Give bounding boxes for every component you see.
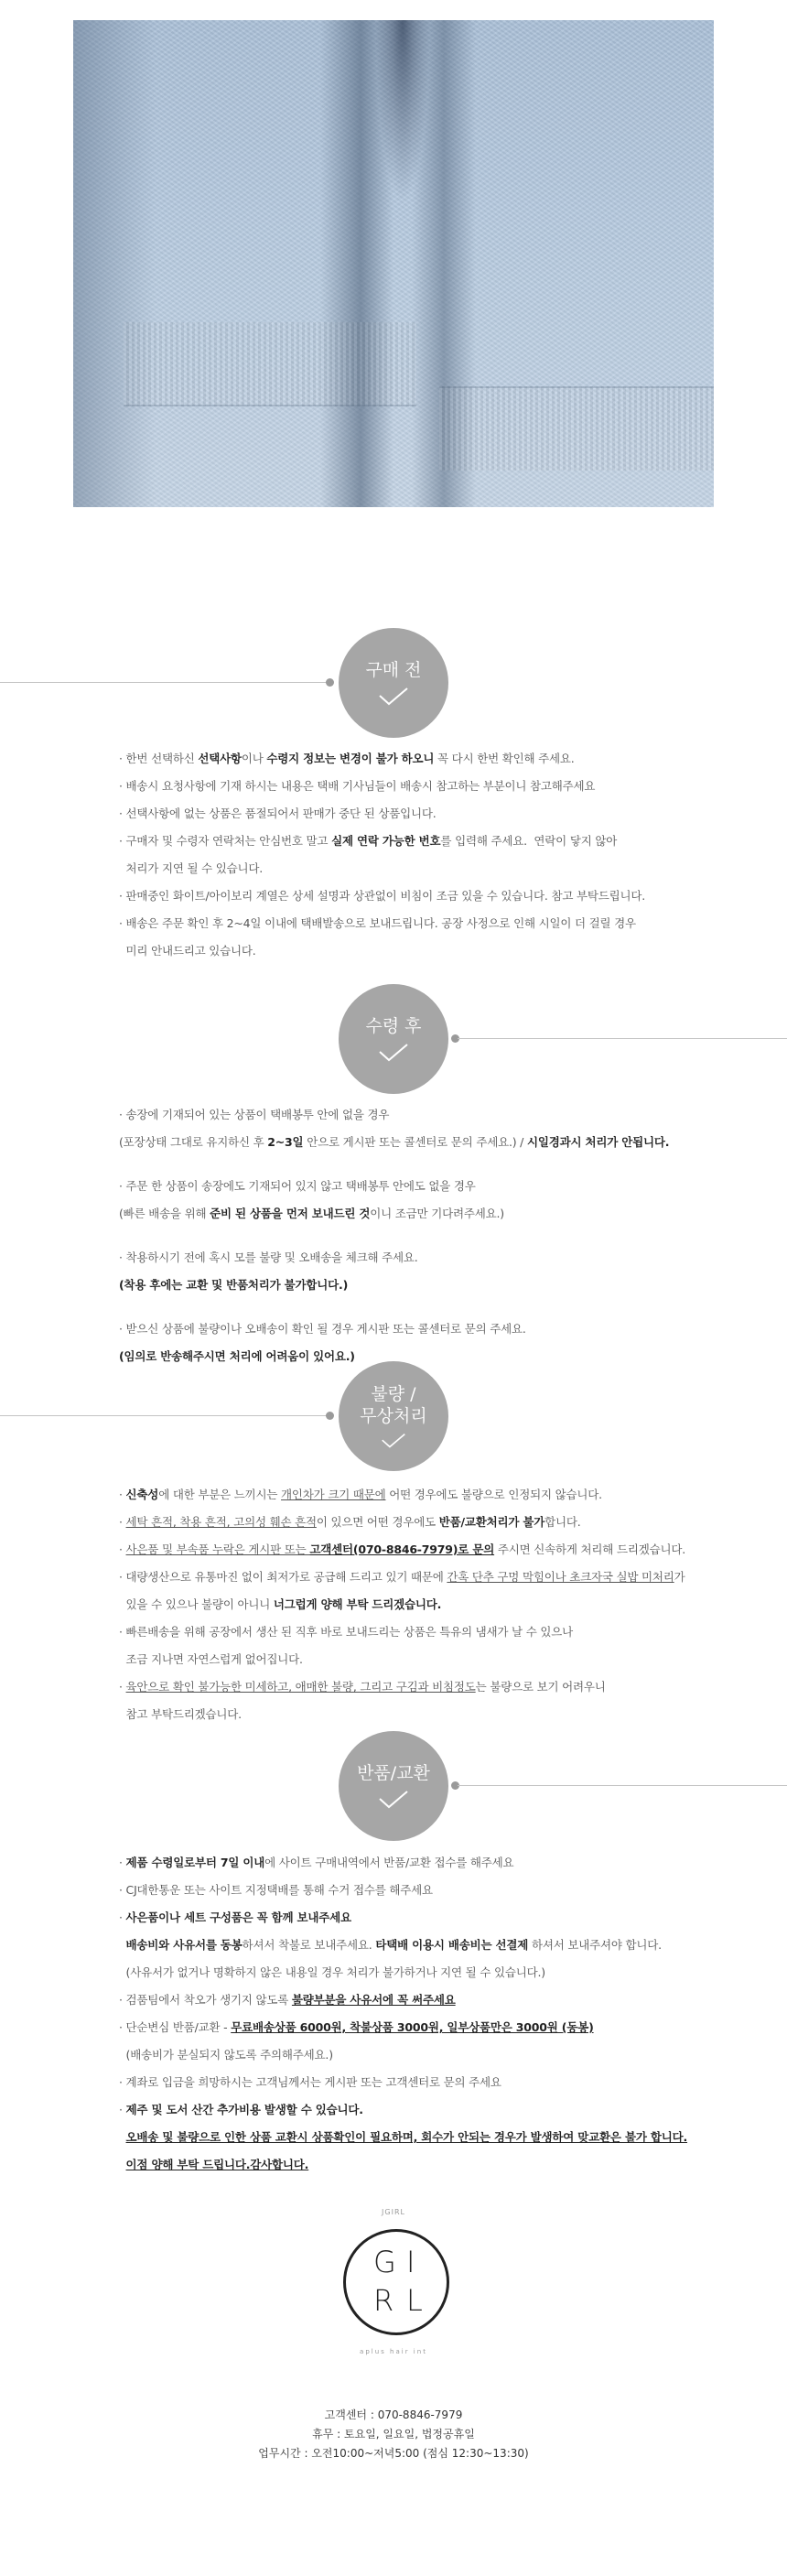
notice-text: · 선택사항에 없는 상품은 품절되어서 판매가 중단 된 상품입니다. <box>119 806 437 820</box>
photo-shadow <box>73 20 156 507</box>
section-header-return-exchange <box>0 1731 787 1841</box>
notice-line <box>119 1932 723 1959</box>
notice-text: · <box>119 2103 126 2116</box>
notice-line <box>119 1646 723 1673</box>
contact-hours: 업무시간 : 오전10:00~저녁5:00 (점심 12:30~13:30) <box>258 2447 529 2460</box>
section-body-return-exchange <box>119 1849 723 2179</box>
logo-caption: JGIRL <box>382 2208 405 2216</box>
notice-text: 미리 안내드리고 있습니다. <box>119 944 256 958</box>
section-badge <box>339 628 448 738</box>
divider-line <box>458 1785 787 1786</box>
notice-line <box>119 1959 723 1986</box>
notice-text: · 단순변심 반품/교환 - <box>119 2020 232 2034</box>
notice-text: · 계좌로 입금을 희망하시는 고객님께서는 게시판 또는 고객센터로 문의 주세요 <box>119 2075 501 2089</box>
notice-text: · 대량생산으로 유통마진 없이 최저가로 공급해 드리고 있기 때문에 <box>119 1570 447 1584</box>
notice-text: 2~3일 <box>267 1135 304 1149</box>
section-header-before-purchase <box>0 628 787 738</box>
notice-line <box>119 1509 723 1536</box>
notice-line <box>119 937 723 965</box>
notice-text: 개인차가 크기 때문에 <box>281 1488 386 1501</box>
notice-line <box>119 1986 723 2014</box>
notice-text: 처리가 지연 될 수 있습니다. <box>119 861 264 875</box>
notice-text: 하셔서 보내주셔야 합니다. <box>528 1938 662 1952</box>
notice-text: 타택배 이용시 배송비는 선결제 <box>375 1938 529 1952</box>
divider-line <box>0 682 329 683</box>
section-badge <box>339 1361 448 1471</box>
notice-text: 제주 및 도서 산간 추가비용 발생할 수 있습니다. <box>125 2103 363 2116</box>
notice-text: · 빠른배송을 위해 공장에서 생산 된 직후 바로 보내드리는 상품은 특유의 냄새가 날 수 있으나 <box>119 1625 573 1639</box>
notice-text: 선택사항 <box>198 752 242 765</box>
notice-text: 꼭 다시 한번 확인해 주세요. <box>434 752 575 765</box>
notice-line <box>119 1244 723 1272</box>
notice-text <box>119 2158 126 2171</box>
notice-text: 신축성 <box>125 1488 159 1501</box>
notice-text: (착용 후에는 교환 및 반품처리가 불가합니다.) <box>119 1278 349 1292</box>
notice-line <box>119 2014 723 2041</box>
notice-text: 에 대한 부분은 느끼시는 <box>158 1488 282 1501</box>
section-title: 수령 후 <box>365 1016 422 1036</box>
notice-text <box>119 2130 126 2144</box>
notice-text: 안으로 게시판 또는 콜센터로 문의 주세요.) / <box>303 1135 527 1149</box>
notice-text <box>119 1938 126 1952</box>
logo-letter: R <box>373 2283 394 2318</box>
notice-line <box>119 2096 723 2124</box>
logo-tagline: aplus hair int <box>360 2348 427 2355</box>
notice-text: 시일경과시 처리가 안됩니다. <box>526 1135 670 1149</box>
notice-line <box>119 1849 723 1877</box>
section-badge <box>339 1731 448 1841</box>
notice-text: 오배송 및 불량으로 인한 상품 교환시 상품확인이 필요하며, 회수가 안되는 경우가 발생하여 맞교환은 불가 합니다. <box>125 2130 688 2144</box>
notice-text: 고객센터(070-8846-7979)로 문의 <box>309 1542 495 1556</box>
logo-letter: I <box>406 2245 415 2279</box>
divider-line <box>0 1415 329 1416</box>
contact-phone: 고객센터 : 070-8846-7979 <box>324 2408 463 2421</box>
divider-line <box>458 1038 787 1039</box>
check-icon <box>378 1043 409 1063</box>
notice-text: 있을 수 있으나 불량이 아니니 <box>119 1597 274 1611</box>
notice-text: · 착용하시기 전에 혹시 모를 불량 및 오배송을 체크해 주세요. <box>119 1250 418 1264</box>
section-title: 구매 전 <box>365 660 422 680</box>
section-header-after-receipt <box>0 984 787 1094</box>
notice-text: · 받으신 상품에 불량이나 오배송이 확인 될 경우 게시판 또는 콜센터로 문의 주세요. <box>119 1322 526 1336</box>
contact-holiday: 휴무 : 토요일, 일요일, 법정공휴일 <box>312 2428 475 2441</box>
notice-text: · <box>119 1910 126 1924</box>
notice-text: · 송장에 기재되어 있는 상품이 택배봉투 안에 없을 경우 <box>119 1108 390 1121</box>
check-icon <box>380 1433 407 1449</box>
notice-text: (사유서가 없거나 명확하지 않은 내용일 경우 처리가 불가하거나 지연 될 수 있습니다.) <box>119 1965 545 1979</box>
notice-line <box>119 2124 723 2151</box>
notice-text: 이 있으면 어떤 경우에도 <box>316 1515 439 1529</box>
section-body-defect <box>119 1481 723 1728</box>
notice-line <box>119 800 723 828</box>
logo-letter: G <box>373 2245 396 2279</box>
notice-line <box>119 1173 723 1200</box>
notice-line <box>119 910 723 937</box>
notice-text: 무료배송상품 6000원, 착불상품 3000원, 일부상품만은 3000원 (동봉) <box>231 2020 594 2034</box>
notice-line <box>119 855 723 882</box>
notice-text: 제품 수령일로부터 7일 이내 <box>125 1856 265 1869</box>
notice-text: 참고 부탁드리겠습니다. <box>119 1707 242 1721</box>
divider-dot <box>326 1412 334 1420</box>
section-title: 불량 / 무상처리 <box>360 1384 427 1426</box>
notice-text: · <box>119 1515 126 1529</box>
photo-cuff <box>124 322 416 406</box>
notice-text: · 주문 한 상품이 송장에도 기재되어 있지 않고 택배봉투 안에도 없을 경우 <box>119 1179 476 1193</box>
notice-line <box>119 1481 723 1509</box>
notice-line <box>119 1315 723 1343</box>
notice-line <box>119 882 723 910</box>
notice-line <box>119 1618 723 1646</box>
notice-text: · <box>119 1542 126 1556</box>
contact-info <box>0 2406 787 2463</box>
notice-text: 준비 된 상품을 먼저 보내드린 것 <box>210 1207 371 1220</box>
notice-text: 간혹 단추 구멍 막힘이나 초크자국 실밥 미처리 <box>447 1570 674 1584</box>
notice-text: 조금 지나면 자연스럽게 없어집니다. <box>119 1652 303 1666</box>
notice-text: (배송비가 분실되지 않도록 주의해주세요.) <box>119 2048 333 2062</box>
check-icon <box>378 687 409 707</box>
notice-line <box>119 1272 723 1299</box>
notice-text: 사은품이나 세트 구성품은 꼭 함께 보내주세요 <box>125 1910 351 1924</box>
notice-text: (포장상태 그대로 유지하신 후 <box>119 1135 268 1149</box>
notice-text: 배송비와 사유서를 동봉 <box>125 1938 243 1952</box>
notice-text: 가 <box>674 1570 685 1584</box>
notice-text: · 배송시 요청사항에 기재 하시는 내용은 택배 기사님들이 배송시 참고하는 부분이니 참고해주세요 <box>119 779 596 793</box>
notice-line <box>119 1904 723 1932</box>
notice-text: · 한번 선택하신 <box>119 752 199 765</box>
notice-text: 는 불량으로 보기 어려우니 <box>475 1680 606 1694</box>
notice-text: · 구매자 및 수령자 연락처는 안심번호 말고 <box>119 834 332 848</box>
notice-text: 하셔서 착불로 보내주세요. <box>242 1938 376 1952</box>
photo-cuff <box>439 386 714 471</box>
notice-line <box>119 1877 723 1904</box>
notice-text: 사은품 및 부속품 누락은 게시판 또는 <box>125 1542 310 1556</box>
section-header-defect <box>0 1361 787 1471</box>
notice-text: 합니다. <box>544 1515 581 1529</box>
notice-text: 불량부분을 사유서에 꼭 써주세요 <box>291 1993 456 2007</box>
divider-dot <box>326 678 334 687</box>
notice-text: 이니 조금만 기다려주세요.) <box>370 1207 504 1220</box>
notice-text: 주시면 신속하게 처리해 드리겠습니다. <box>494 1542 685 1556</box>
notice-text: 너그럽게 양해 부탁 드리겠습니다. <box>273 1597 442 1611</box>
notice-text: (빠른 배송을 위해 <box>119 1207 210 1220</box>
notice-text: · <box>119 1680 126 1694</box>
notice-text: · 배송은 주문 확인 후 2~4일 이내에 택배발송으로 보내드립니다. 공장 사정으로 인해 시일이 더 걸릴 경우 <box>119 916 636 930</box>
notice-text: 수령지 정보는 변경이 불가 하오니 <box>266 752 435 765</box>
notice-text: · CJ대한통운 또는 사이트 지정택배를 통해 수거 접수를 해주세요 <box>119 1883 433 1897</box>
notice-line <box>119 1673 723 1701</box>
brand-logo <box>343 2229 449 2335</box>
notice-text: 에 사이트 구매내역에서 반품/교환 접수를 해주세요 <box>264 1856 514 1869</box>
notice-line <box>119 1200 723 1228</box>
notice-text: · <box>119 1488 126 1501</box>
check-icon <box>378 1790 409 1810</box>
product-photo <box>73 20 714 507</box>
notice-line <box>119 2151 723 2179</box>
section-body-before-purchase <box>119 745 723 965</box>
notice-line <box>119 1101 723 1129</box>
logo-letter: L <box>406 2283 423 2318</box>
notice-text: 이나 <box>241 752 267 765</box>
notice-line <box>119 828 723 855</box>
notice-text: 반품/교환처리가 불가 <box>438 1515 545 1529</box>
notice-text: · <box>119 1856 126 1869</box>
notice-line <box>119 773 723 800</box>
section-body-after-receipt <box>119 1101 723 1370</box>
notice-text: 를 입력해 주세요. 연락이 닿지 않아 <box>440 834 618 848</box>
notice-text: · 검품팀에서 착오가 생기지 않도록 <box>119 1993 292 2007</box>
section-badge <box>339 984 448 1094</box>
notice-line <box>119 1564 723 1591</box>
notice-text: 어떤 경우에도 불량으로 인정되지 않습니다. <box>385 1488 602 1501</box>
notice-line <box>119 1701 723 1728</box>
notice-text: (임의로 반송해주시면 처리에 어려움이 있어요.) <box>119 1349 355 1363</box>
notice-text: 실제 연락 가능한 번호 <box>331 834 441 848</box>
notice-line <box>119 2069 723 2096</box>
notice-text: 이점 양해 부탁 드립니다.감사합니다. <box>125 2158 309 2171</box>
notice-line <box>119 1591 723 1618</box>
notice-line <box>119 745 723 773</box>
notice-line <box>119 1129 723 1156</box>
notice-text: 세탁 흔적, 착용 흔적, 고의성 훼손 흔적 <box>125 1515 317 1529</box>
notice-text: 육안으로 확인 불가능한 미세하고, 애매한 불량, 그리고 구김과 비침정도 <box>125 1680 476 1694</box>
notice-line <box>119 1536 723 1564</box>
section-title: 반품/교환 <box>357 1763 430 1783</box>
notice-text: · 판매중인 화이트/아이보리 계열은 상세 설명과 상관없이 비침이 조금 있을 수 있습니다. 참고 부탁드립니다. <box>119 889 646 903</box>
notice-line <box>119 2041 723 2069</box>
